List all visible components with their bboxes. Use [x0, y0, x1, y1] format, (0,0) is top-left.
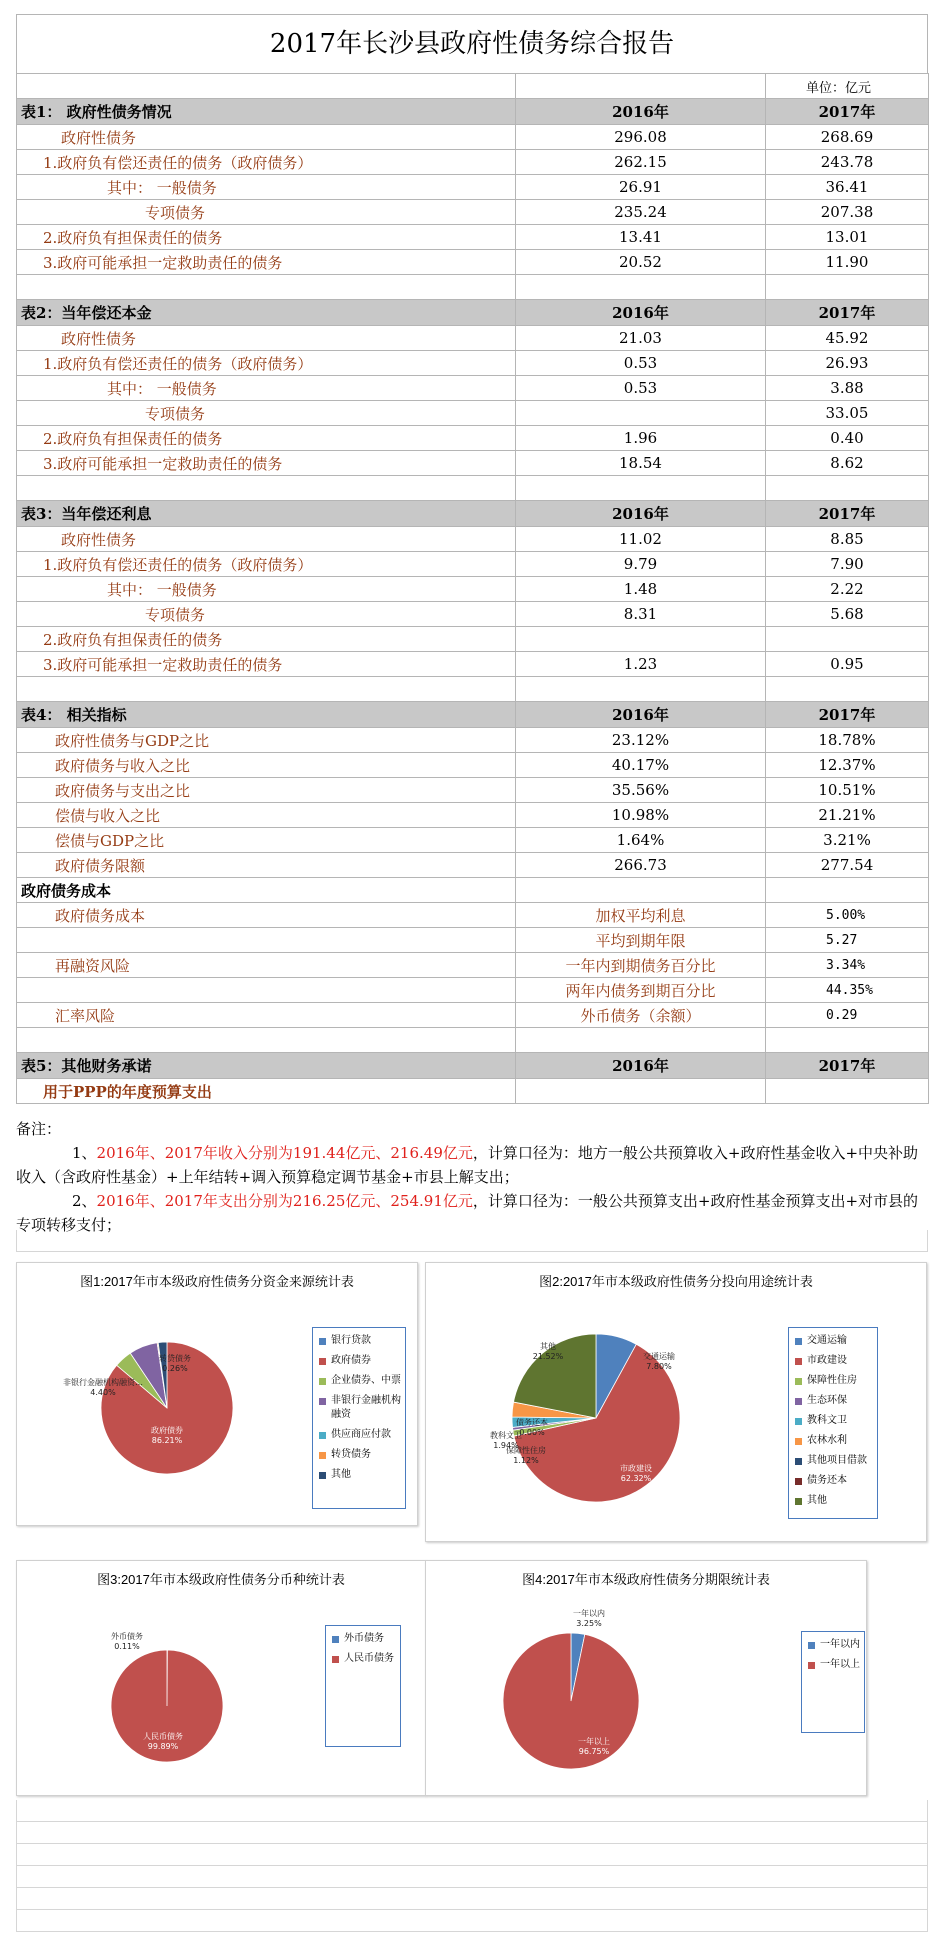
value-2017: 207.38	[766, 200, 929, 225]
value-2016: 0.53	[516, 351, 766, 376]
chart-1	[16, 1262, 418, 1526]
legend-label: 保障性住房	[807, 1375, 857, 1386]
legend-swatch	[795, 1398, 802, 1405]
value-2017: 11.90	[766, 250, 929, 275]
value-2017: 21.21%	[766, 803, 929, 828]
value-2016: 13.41	[516, 225, 766, 250]
table-row	[17, 225, 929, 250]
legend-label: 农林水利	[807, 1435, 847, 1446]
table5-col-2017: 2017年	[766, 1053, 929, 1079]
legend-item	[330, 1632, 396, 1646]
value-2016: 21.03	[516, 326, 766, 351]
value-2017: 3.21%	[766, 828, 929, 853]
table3-col-2016: 2016年	[516, 501, 766, 527]
pie-data-label: 99.89%	[147, 1742, 179, 1751]
value-2017: 277.54	[766, 853, 929, 878]
table-row	[17, 451, 929, 476]
debt-table	[16, 73, 929, 1104]
pie-data-label: 3.25%	[576, 1619, 602, 1628]
table3-header-row	[17, 501, 929, 527]
table-row	[17, 326, 929, 351]
value-2016: 10.98%	[516, 803, 766, 828]
pie-data-label: 86.21%	[151, 1436, 183, 1445]
legend-item	[317, 1428, 401, 1442]
value-2017: 10.51%	[766, 778, 929, 803]
table4-col-2016: 2016年	[516, 702, 766, 728]
row-label: 政府债务与收入之比	[17, 753, 516, 778]
table-row	[17, 778, 929, 803]
legend-label: 人民币债务	[344, 1653, 394, 1664]
value-2017: 8.85	[766, 527, 929, 552]
legend-item	[317, 1394, 401, 1422]
ppp-row-label: 用于PPP的年度预算支出	[17, 1079, 516, 1104]
cost-section-title: 政府债务成本	[17, 878, 516, 903]
pie-data-label: 0.26%	[162, 1364, 188, 1373]
cost-metric: 加权平均利息	[516, 903, 766, 928]
table4-header-row	[17, 702, 929, 728]
row-label: 2.政府负有担保责任的债务	[17, 426, 516, 451]
pie-data-label: 62.32%	[620, 1474, 652, 1483]
legend-label: 银行贷款	[331, 1335, 371, 1346]
note-1: 1、2016年、2017年收入分别为191.44亿元、216.49亿元，计算口径为：地方一般公共预算收入+政府性基金收入+中央补助收入（含政府性基金）+上年结转+调入预算稳定调节基金+市县上解支出；	[16, 1144, 919, 1186]
chart-4-title: 图4:2017年市本级政府性债务分期限统计表	[522, 1572, 770, 1587]
row-label: 政府性债务	[17, 125, 516, 150]
value-2016: 1.48	[516, 577, 766, 602]
table2-header-row	[17, 300, 929, 326]
row-label: 政府性债务	[17, 326, 516, 351]
legend-swatch	[332, 1656, 339, 1663]
legend-label: 其他	[807, 1495, 827, 1506]
note-2-highlight: 2016年、2017年支出分别为216.25亿元、254.91亿元	[96, 1192, 473, 1210]
table-row	[17, 753, 929, 778]
legend-swatch	[795, 1358, 802, 1365]
note-1-highlight: 2016年、2017年收入分别为191.44亿元、216.49亿元	[96, 1144, 473, 1162]
row-label: 专项债务	[17, 200, 516, 225]
table5-col-2016: 2016年	[516, 1053, 766, 1079]
chart-4-pie	[426, 1561, 726, 1791]
legend-item	[806, 1638, 860, 1652]
table2-title: 表2：当年偿还本金	[17, 300, 516, 326]
row-label: 政府性债务	[17, 527, 516, 552]
table5-header-row	[17, 1053, 929, 1079]
row-label: 3.政府可能承担一定救助责任的债务	[17, 652, 516, 677]
chart-1-pie	[17, 1263, 317, 1513]
chart-2-pie	[426, 1263, 766, 1533]
table1-col-2017: 2017年	[766, 99, 929, 125]
value-2016: 0.53	[516, 376, 766, 401]
pie-data-label: 1.12%	[513, 1456, 539, 1465]
table-row	[17, 853, 929, 878]
value-2016: 1.96	[516, 426, 766, 451]
legend-label: 生态环保	[807, 1395, 847, 1406]
row-label: 政府性债务与GDP之比	[17, 728, 516, 753]
legend-swatch	[319, 1398, 326, 1405]
cost-value: 3.34%	[766, 953, 929, 978]
table-row	[17, 602, 929, 627]
legend-label: 政府债券	[331, 1355, 371, 1366]
legend-label: 一年以内	[820, 1639, 860, 1650]
value-2017: 45.92	[766, 326, 929, 351]
value-2017	[766, 627, 929, 652]
cost-metric: 外币债务（余额）	[516, 1003, 766, 1028]
report-sheet	[16, 14, 928, 1104]
legend-label: 非银行金融机构融资	[331, 1395, 401, 1420]
legend-swatch	[795, 1458, 802, 1465]
value-2017: 13.01	[766, 225, 929, 250]
value-2016: 40.17%	[516, 753, 766, 778]
pie-data-label: 一年以内	[573, 1609, 605, 1618]
cost-row	[17, 928, 929, 953]
value-2016: 1.23	[516, 652, 766, 677]
legend-swatch	[795, 1498, 802, 1505]
cost-metric: 一年内到期债务百分比	[516, 953, 766, 978]
table-row	[17, 426, 929, 451]
legend-item	[317, 1468, 401, 1482]
row-label: 其中： 一般债务	[17, 175, 516, 200]
pie-data-label: 人民币债务	[143, 1732, 183, 1741]
legend-label: 其他	[331, 1469, 351, 1480]
value-2017: 0.40	[766, 426, 929, 451]
pie-data-label: 其他	[540, 1342, 556, 1351]
table-row	[17, 527, 929, 552]
legend-item	[793, 1334, 873, 1348]
pie-data-label: 1.94%	[493, 1441, 519, 1450]
value-2017: 18.78%	[766, 728, 929, 753]
value-2016: 235.24	[516, 200, 766, 225]
table-row	[17, 125, 929, 150]
note-2: 2、2016年、2017年支出分别为216.25亿元、254.91亿元，计算口径为：一般公共预算支出+政府性基金预算支出+对市县的专项转移支付；	[16, 1192, 919, 1234]
unit-label: 单位：亿元	[766, 74, 929, 99]
legend-swatch	[319, 1452, 326, 1459]
legend-swatch	[332, 1636, 339, 1643]
table-row	[17, 351, 929, 376]
legend-swatch	[808, 1662, 815, 1669]
table-row	[17, 627, 929, 652]
legend-item	[793, 1414, 873, 1428]
value-2016: 8.31	[516, 602, 766, 627]
table-row	[17, 150, 929, 175]
empty-grid-rows	[16, 1230, 928, 1252]
cost-label	[17, 928, 516, 953]
row-label: 其中： 一般债务	[17, 577, 516, 602]
row-label: 偿债与收入之比	[17, 803, 516, 828]
table-row	[17, 175, 929, 200]
row-label: 3.政府可能承担一定救助责任的债务	[17, 451, 516, 476]
value-2017: 26.93	[766, 351, 929, 376]
row-label: 偿债与GDP之比	[17, 828, 516, 853]
legend-item	[806, 1658, 860, 1672]
table2-col-2016: 2016年	[516, 300, 766, 326]
table3-col-2017: 2017年	[766, 501, 929, 527]
legend-swatch	[795, 1478, 802, 1485]
value-2017: 33.05	[766, 401, 929, 426]
row-label: 专项债务	[17, 602, 516, 627]
table5-title: 表5：其他财务承诺	[17, 1053, 516, 1079]
chart-4-legend	[801, 1631, 865, 1733]
chart-3-legend	[325, 1625, 401, 1747]
table1-title: 表1： 政府性债务情况	[17, 99, 516, 125]
pie-data-label: 转贷债务	[159, 1354, 191, 1363]
cost-label: 再融资风险	[17, 953, 516, 978]
pie-data-label: 教科文卫	[490, 1431, 522, 1440]
chart-2-title: 图2:2017年市本级政府性债务分投向用途统计表	[539, 1274, 813, 1289]
cost-metric: 两年内债务到期百分比	[516, 978, 766, 1003]
cost-value: 0.29	[766, 1003, 929, 1028]
legend-swatch	[319, 1358, 326, 1365]
chart-2	[425, 1262, 927, 1542]
row-label: 政府债务与支出之比	[17, 778, 516, 803]
value-2016	[516, 627, 766, 652]
legend-swatch	[319, 1432, 326, 1439]
pie-data-label: 一年以上	[578, 1737, 610, 1746]
legend-item	[793, 1454, 873, 1468]
legend-label: 企业债券、中票	[331, 1375, 401, 1386]
value-2017: 7.90	[766, 552, 929, 577]
cost-label: 政府债务成本	[17, 903, 516, 928]
notes-title: 备注：	[16, 1120, 62, 1138]
legend-label: 债务还本	[807, 1475, 847, 1486]
legend-swatch	[808, 1642, 815, 1649]
legend-item	[793, 1374, 873, 1388]
row-label: 1.政府负有偿还责任的债务（政府债务）	[17, 351, 516, 376]
value-2017: 8.62	[766, 451, 929, 476]
cost-row	[17, 903, 929, 928]
row-label: 1.政府负有偿还责任的债务（政府债务）	[17, 150, 516, 175]
row-label: 2.政府负有担保责任的债务	[17, 225, 516, 250]
pie-data-label: 交通运输	[643, 1352, 675, 1361]
notes-section	[16, 1117, 928, 1237]
legend-label: 一年以上	[820, 1659, 860, 1670]
value-2017: 12.37%	[766, 753, 929, 778]
legend-label: 交通运输	[807, 1335, 847, 1346]
legend-swatch	[319, 1338, 326, 1345]
value-2016: 11.02	[516, 527, 766, 552]
legend-label: 转贷债务	[331, 1449, 371, 1460]
table-row	[17, 401, 929, 426]
pie-data-label: 外币债务	[111, 1632, 143, 1641]
value-2016: 262.15	[516, 150, 766, 175]
legend-item	[317, 1334, 401, 1348]
row-label: 2.政府负有担保责任的债务	[17, 627, 516, 652]
value-2016: 18.54	[516, 451, 766, 476]
chart-1-title: 图1:2017年市本级政府性债务分资金来源统计表	[80, 1274, 354, 1289]
pie-data-label: 市政建设	[620, 1464, 652, 1473]
row-label: 政府债务限额	[17, 853, 516, 878]
legend-item	[317, 1448, 401, 1462]
table-row	[17, 828, 929, 853]
row-label: 1.政府负有偿还责任的债务（政府债务）	[17, 552, 516, 577]
row-label: 专项债务	[17, 401, 516, 426]
cost-row	[17, 953, 929, 978]
empty-grid-rows-bottom	[16, 1800, 928, 1932]
table1-col-2016: 2016年	[516, 99, 766, 125]
chart-3-title: 图3:2017年市本级政府性债务分币种统计表	[97, 1572, 345, 1587]
cost-row	[17, 1003, 929, 1028]
pie-data-label: 0.11%	[114, 1642, 140, 1651]
legend-swatch	[795, 1338, 802, 1345]
row-label: 其中： 一般债务	[17, 376, 516, 401]
pie-data-label: 0.00%	[519, 1428, 545, 1437]
cost-value: 5.00%	[766, 903, 929, 928]
pie-data-label: 非银行金融机构融资…	[63, 1378, 143, 1387]
table1-header-row	[17, 99, 929, 125]
value-2016: 20.52	[516, 250, 766, 275]
legend-item	[330, 1652, 396, 1666]
value-2017: 2.22	[766, 577, 929, 602]
table-row	[17, 250, 929, 275]
pie-data-label: 7.80%	[646, 1362, 672, 1371]
table-row	[17, 652, 929, 677]
pie-data-label: 4.40%	[90, 1388, 116, 1397]
table-row	[17, 803, 929, 828]
table4-title: 表4： 相关指标	[17, 702, 516, 728]
pie-data-label: 保障性住房	[506, 1446, 546, 1455]
legend-item	[793, 1494, 873, 1508]
chart-3	[16, 1560, 426, 1796]
value-2016: 266.73	[516, 853, 766, 878]
table-row	[17, 200, 929, 225]
value-2017: 0.95	[766, 652, 929, 677]
value-2016: 26.91	[516, 175, 766, 200]
pie-data-label: 21.52%	[532, 1352, 564, 1361]
pie-data-label: 债务还本	[516, 1418, 548, 1427]
value-2017: 243.78	[766, 150, 929, 175]
table3-title: 表3：当年偿还利息	[17, 501, 516, 527]
value-2017: 3.88	[766, 376, 929, 401]
legend-item	[317, 1374, 401, 1388]
legend-item	[793, 1354, 873, 1368]
value-2017: 36.41	[766, 175, 929, 200]
table-row	[17, 577, 929, 602]
chart-3-pie	[17, 1561, 317, 1791]
legend-swatch	[795, 1378, 802, 1385]
table-row	[17, 552, 929, 577]
pie-slice	[503, 1633, 639, 1769]
cost-label: 汇率风险	[17, 1003, 516, 1028]
legend-swatch	[319, 1378, 326, 1385]
report-title: 2017年长沙县政府性债务综合报告	[16, 14, 928, 73]
legend-label: 教科文卫	[807, 1415, 847, 1426]
table-row	[17, 728, 929, 753]
value-2016: 1.64%	[516, 828, 766, 853]
chart-4	[425, 1560, 867, 1796]
chart-1-legend	[312, 1327, 406, 1509]
pie-data-label: 96.75%	[578, 1747, 610, 1756]
legend-label: 供应商应付款	[331, 1429, 391, 1440]
cost-label	[17, 978, 516, 1003]
legend-label: 市政建设	[807, 1355, 847, 1366]
cost-value: 5.27	[766, 928, 929, 953]
value-2016: 23.12%	[516, 728, 766, 753]
legend-swatch	[795, 1438, 802, 1445]
cost-row	[17, 978, 929, 1003]
legend-swatch	[795, 1418, 802, 1425]
row-label: 3.政府可能承担一定救助责任的债务	[17, 250, 516, 275]
value-2016: 296.08	[516, 125, 766, 150]
legend-item	[317, 1354, 401, 1368]
legend-item	[793, 1474, 873, 1488]
legend-item	[793, 1394, 873, 1408]
pie-data-label: 政府债券	[151, 1426, 183, 1435]
cost-metric: 平均到期年限	[516, 928, 766, 953]
legend-swatch	[319, 1472, 326, 1479]
table4-col-2017: 2017年	[766, 702, 929, 728]
table2-col-2017: 2017年	[766, 300, 929, 326]
value-2016: 9.79	[516, 552, 766, 577]
legend-label: 外币债务	[344, 1633, 384, 1644]
value-2016	[516, 401, 766, 426]
cost-value: 44.35%	[766, 978, 929, 1003]
legend-label: 其他项目借款	[807, 1455, 867, 1466]
legend-item	[793, 1434, 873, 1448]
chart-2-legend	[788, 1327, 878, 1519]
value-2017: 5.68	[766, 602, 929, 627]
table-row	[17, 376, 929, 401]
value-2016: 35.56%	[516, 778, 766, 803]
value-2017: 268.69	[766, 125, 929, 150]
